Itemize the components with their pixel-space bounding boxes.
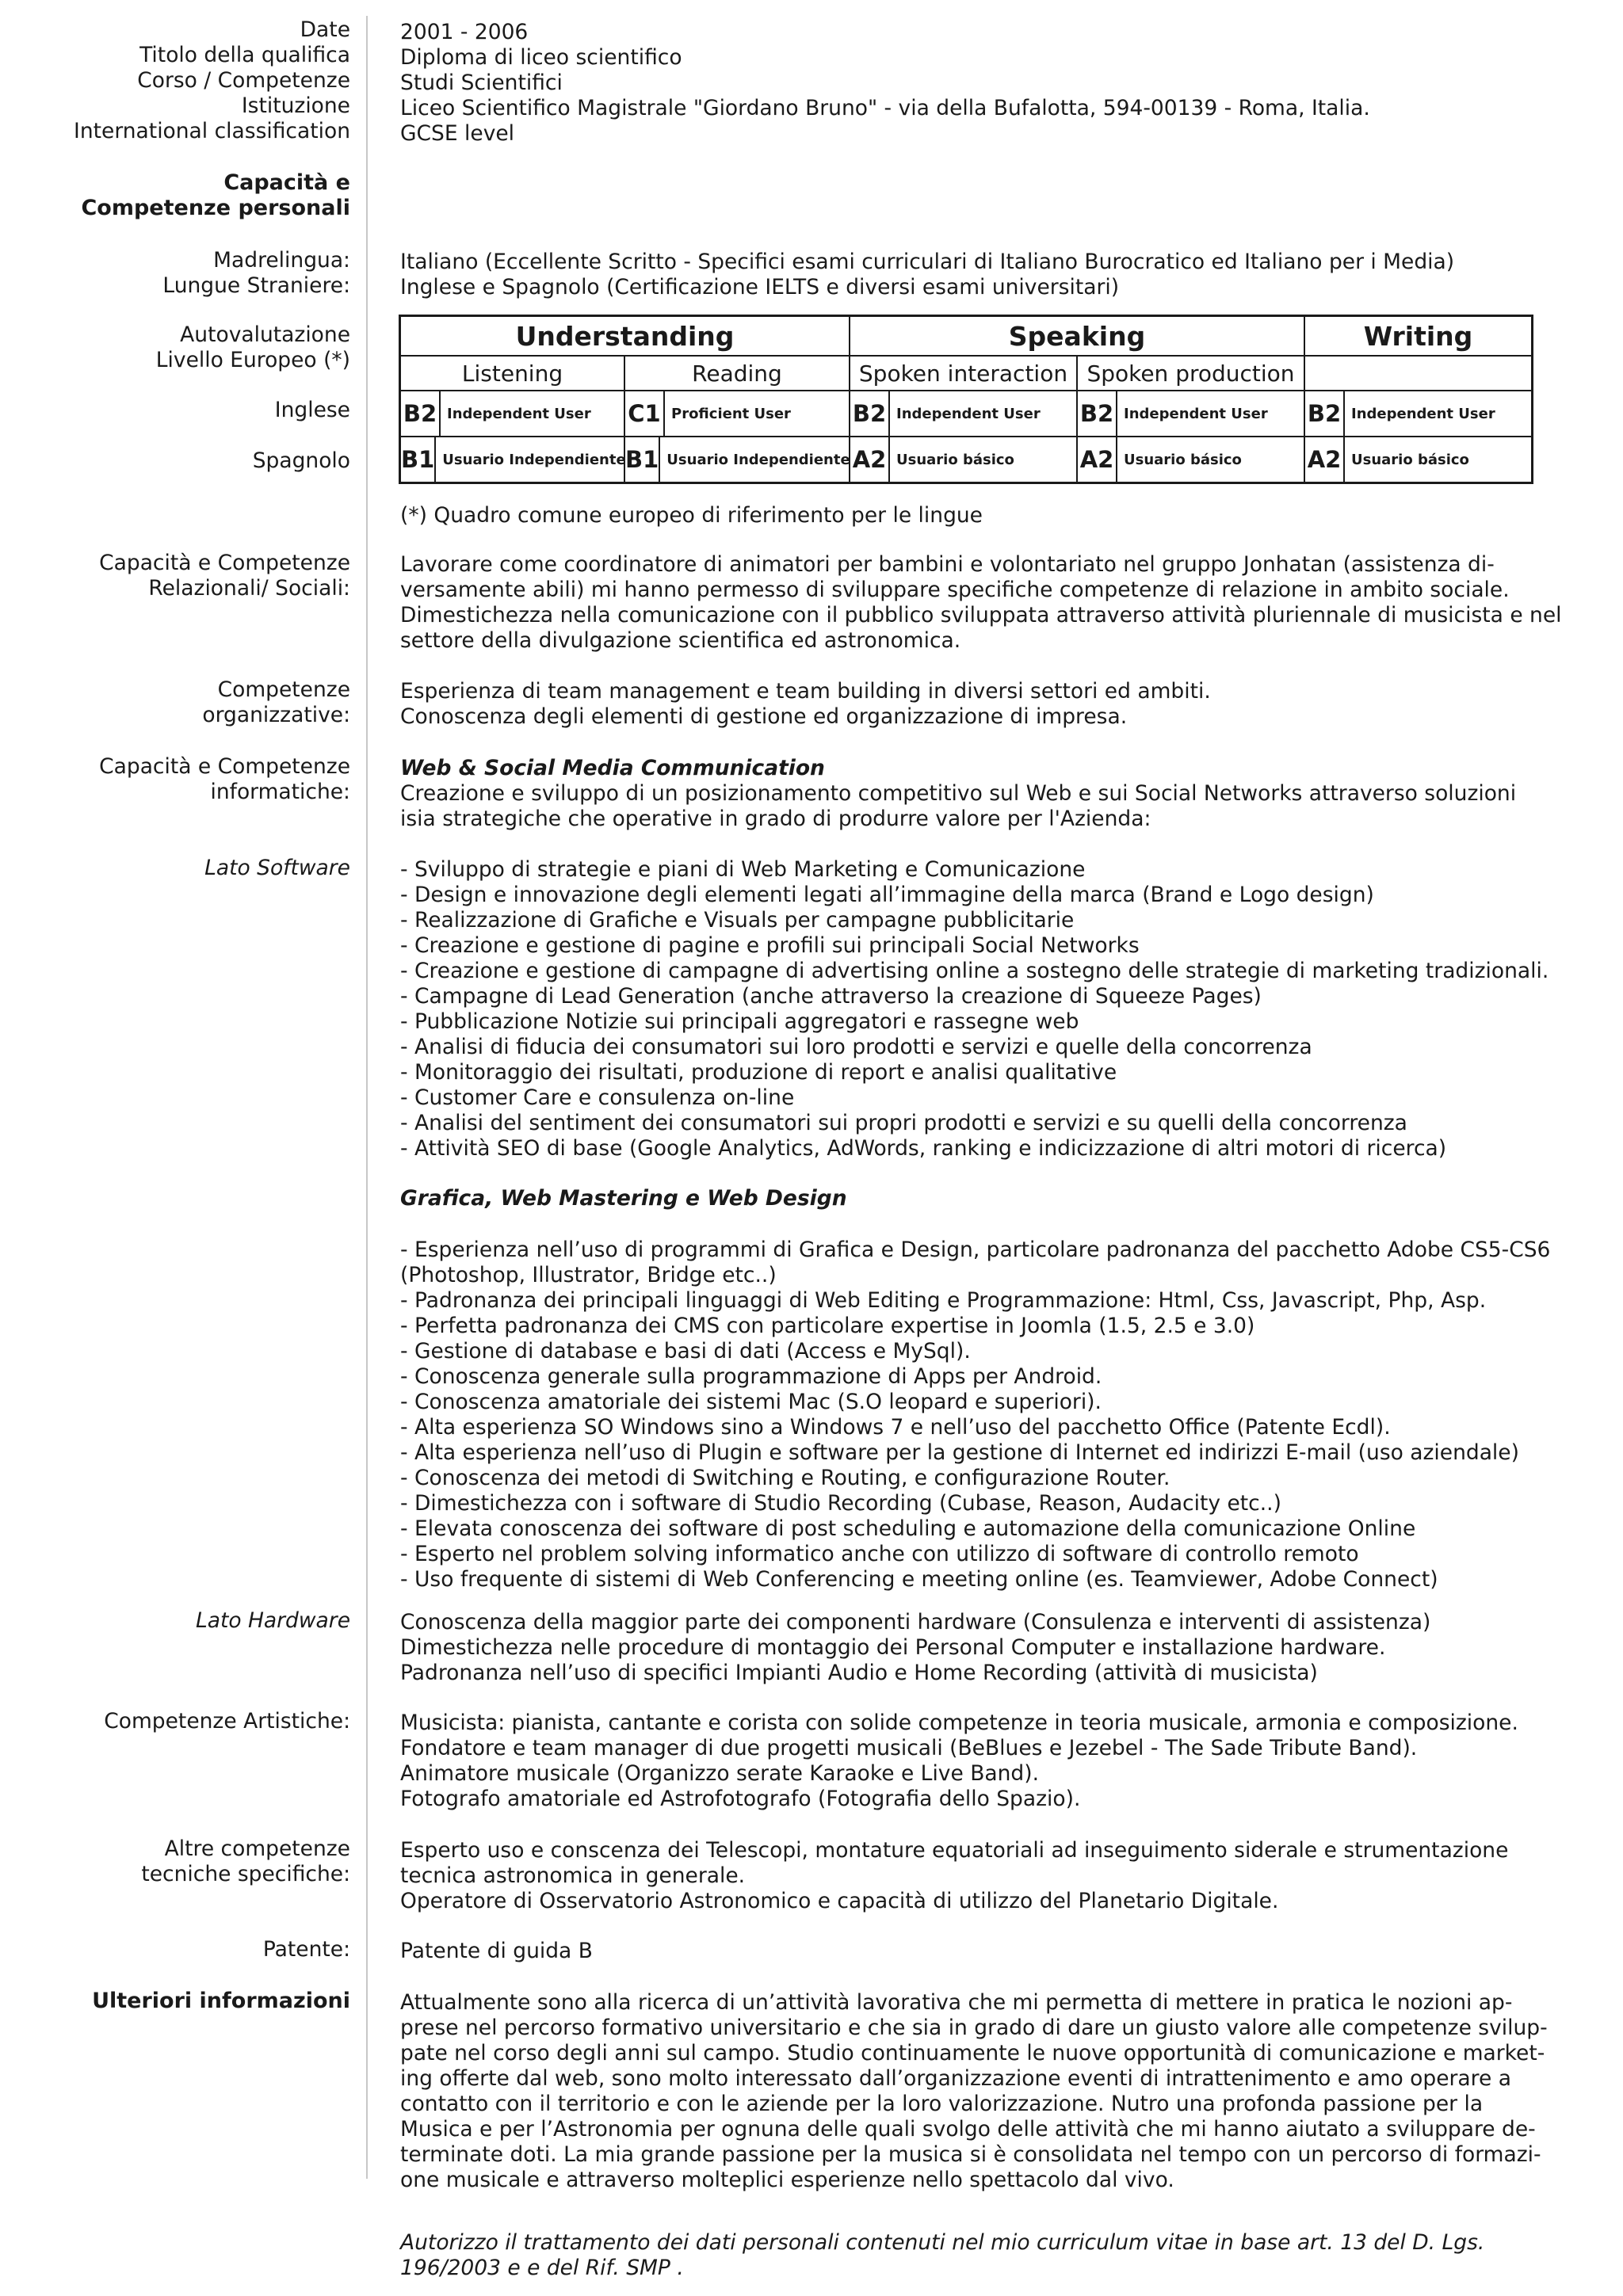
relational-labels	[10, 551, 350, 601]
text-line: Esperienza di team management e team building in diversi settori ed ambiti.	[400, 679, 1211, 704]
level-desc: Usuario básico	[1124, 451, 1242, 468]
label-artistic: Competenze Artistiche:	[104, 1709, 350, 1733]
header-understanding: Understanding	[401, 317, 850, 357]
list-item: - Alta esperienza nell’uso di Plugin e software per la gestione di Internet ed indirizzi E-mail (uso aziendale)	[400, 1440, 1519, 1465]
text-line: Musicista: pianista, cantante e corista con solide competenze in teoria musicale, armonia e composizione.	[400, 1711, 1518, 1735]
list-item: - Campagne di Lead Generation (anche attraverso la creazione di Squeeze Pages)	[400, 984, 1262, 1009]
text-line: settore della divulgazione scientifica ed astronomica.	[400, 628, 961, 653]
text-line: Creazione e sviluppo di un posizionamento competitivo sul Web e sui Social Networks attraverso soluzioni	[400, 781, 1517, 806]
list-item: - Attività SEO di base (Google Analytics, AdWords, ranking e indicizzazione di altri motori di ricerca)	[400, 1136, 1447, 1161]
skills-heading-line: Competenze personali	[81, 196, 350, 220]
value-qualification: Diploma di liceo scientifico	[400, 45, 682, 70]
language-table	[399, 315, 1533, 484]
list-item: - Realizzazione di Grafiche e Visuals per campagne pubblicitarie	[400, 908, 1075, 933]
artistic-text	[400, 1711, 1581, 1812]
languages-labels	[10, 248, 350, 299]
privacy-consent	[400, 2230, 1581, 2281]
level-badge: C1	[625, 391, 665, 436]
hardware-text	[400, 1610, 1581, 1686]
label-self-assessment: Autovalutazione	[180, 322, 350, 347]
value-date: 2001 - 2006	[400, 20, 529, 44]
skills-heading	[10, 170, 350, 221]
label-it-skills: Capacità e Competenze	[99, 754, 350, 779]
list-item: - Gestione di database e basi di dati (Access e MySql).	[400, 1339, 971, 1363]
organizational-text	[400, 679, 1581, 730]
subheader-spoken-production: Spoken production	[1078, 357, 1305, 391]
license-text	[400, 1939, 1581, 1964]
further-text	[400, 1990, 1581, 2193]
label-license: Patente:	[262, 1937, 350, 1962]
cell-es-spoken-production	[1078, 437, 1305, 482]
value-classification: GCSE level	[400, 121, 515, 146]
list-item: - Conoscenza generale sulla programmazione di Apps per Android.	[400, 1364, 1102, 1389]
list-item: - Monitoraggio dei risultati, produzione di report e analisi qualitative	[400, 1060, 1117, 1085]
cell-en-writing	[1305, 391, 1531, 437]
cell-en-listening	[401, 391, 625, 437]
list-item: - Conoscenza amatoriale dei sistemi Mac (S.O leopard e superiori).	[400, 1390, 1102, 1414]
text-line: Autorizzo il trattamento dei dati personali contenuti nel mio curriculum vitae in base art. 13 del D. Lgs.	[400, 2230, 1485, 2255]
label-it-skills: informatiche:	[210, 780, 350, 804]
list-item: - Elevata conoscenza dei software di post scheduling e automazione della comunicazione Online	[400, 1516, 1416, 1541]
label-software: Lato Software	[204, 856, 350, 880]
level-badge: A2	[1078, 437, 1117, 482]
header-speaking: Speaking	[850, 317, 1305, 357]
text-line: Operatore di Osservatorio Astronomico e capacità di utilizzo del Planetario Digitale.	[400, 1889, 1279, 1913]
row-label-english: Inglese	[274, 398, 350, 422]
level-desc: Usuario Independiente	[666, 451, 850, 468]
organizational-labels	[10, 677, 350, 728]
label-institution: Istituzione	[241, 93, 350, 118]
label-relational: Capacità e Competenze	[99, 551, 350, 575]
value-mother-tongue: Italiano (Eccellente Scritto - Specifici esami curriculari di Italiano Burocratico ed Italiano per i Media)	[400, 250, 1455, 274]
level-desc: Independent User	[1124, 405, 1268, 422]
level-badge: B2	[1305, 391, 1345, 436]
cefr-note-text: (*) Quadro comune europeo di riferimento per le lingue	[400, 503, 983, 528]
column-divider	[366, 16, 368, 2179]
cell-es-listening	[401, 437, 625, 482]
languages-values	[400, 250, 1581, 300]
list-item: - Analisi del sentiment dei consumatori sui propri prodotti e servizi e su quelli della concorrenza	[400, 1111, 1407, 1135]
text-line: 196/2003 e e del Rif. SMP .	[400, 2256, 684, 2280]
text-line: one musicale e attraverso molteplici esperienze nello spettacolo dal vivo.	[400, 2168, 1174, 2192]
label-qualification: Titolo della qualifica	[139, 43, 350, 67]
relational-text	[400, 552, 1581, 654]
label-course: Corso / Competenze	[137, 68, 350, 93]
text-line: Fotografo amatoriale ed Astrofotografo (Fotografia dello Spazio).	[400, 1787, 1081, 1811]
level-desc: Usuario Independiente	[442, 451, 626, 468]
level-badge: B1	[401, 437, 436, 482]
education-labels	[10, 17, 350, 144]
label-organizational: organizzative:	[202, 703, 350, 727]
label-european-level: Livello Europeo (*)	[155, 348, 350, 372]
text-line: Conoscenza della maggior parte dei componenti hardware (Consulenza e interventi di assistenza)	[400, 1610, 1431, 1634]
list-item: - Perfetta padronanza dei CMS con particolare expertise in Joomla (1.5, 2.5 e 3.0)	[400, 1314, 1255, 1338]
list-item: - Creazione e gestione di campagne di advertising online a sostegno delle strategie di marketing tradizionali.	[400, 959, 1549, 983]
it-skills-labels	[10, 754, 350, 805]
list-item: - Conoscenza dei metodi di Switching e Routing, e configurazione Router.	[400, 1466, 1170, 1490]
technical-labels	[10, 1836, 350, 1887]
value-course: Studi Scientifici	[400, 71, 563, 95]
level-badge: B1	[625, 437, 660, 482]
skills-heading-line: Capacità e	[223, 170, 350, 195]
level-badge: A2	[850, 437, 890, 482]
cell-es-spoken-interaction	[850, 437, 1078, 482]
cefr-note	[400, 503, 1581, 528]
list-item: - Sviluppo di strategie e piani di Web Marketing e Comunicazione	[400, 857, 1086, 882]
subheader-spoken-interaction: Spoken interaction	[850, 357, 1078, 391]
level-badge: B2	[401, 391, 441, 436]
cell-es-reading	[625, 437, 850, 482]
section-subheading: Grafica, Web Mastering e Web Design	[400, 1186, 847, 1211]
subheader-listening: Listening	[401, 357, 625, 391]
graphics-list	[400, 1238, 1581, 1592]
technical-text	[400, 1838, 1581, 1914]
list-item: - Uso frequente di sistemi di Web Conferencing e meeting online (es. Teamviewer, Adobe Connect)	[400, 1567, 1438, 1592]
it-skills-text	[400, 756, 1581, 832]
text-line: Dimestichezza nelle procedure di montaggio dei Personal Computer e installazione hardware.	[400, 1635, 1386, 1660]
label-technical: Altre competenze	[164, 1836, 350, 1861]
text-line: terminate doti. La mia grande passione per la musica si è consolidata nel tempo con un percorso di formazi-	[400, 2142, 1541, 2167]
list-item: - Esperienza nell’uso di programmi di Grafica e Design, particolare padronanza del pacchetto Adobe CS5-CS6	[400, 1238, 1551, 1262]
cell-en-spoken-interaction	[850, 391, 1078, 437]
level-badge: B2	[850, 391, 890, 436]
text-line: Animatore musicale (Organizzo serate Karaoke e Live Band).	[400, 1761, 1040, 1786]
education-values	[400, 20, 1581, 147]
level-desc: Independent User	[896, 405, 1041, 422]
text-line: contatto con il territorio e con le aziende per la loro valorizzazione. Nutro una profonda passione per la	[400, 2092, 1484, 2116]
section-subheading: Web & Social Media Communication	[400, 756, 825, 780]
label-relational: Relazionali/ Sociali:	[148, 576, 350, 601]
label-date: Date	[300, 17, 350, 42]
text-line: ing offerte dal web, sono molto interessato dall’organizzazione eventi di intrattenimento e amo operare a	[400, 2066, 1511, 2091]
label-hardware: Lato Hardware	[195, 1608, 350, 1633]
text-line: prese nel percorso formativo universitario e che sia in grado di dare un giusto valore alle competenze svilup-	[400, 2016, 1548, 2040]
list-item: - Pubblicazione Notizie sui principali aggregatori e rassegne web	[400, 1009, 1079, 1034]
level-badge: B2	[1078, 391, 1117, 436]
list-item: - Dimestichezza con i software di Studio Recording (Cubase, Reason, Audacity etc..)	[400, 1491, 1281, 1516]
text-line: Dimestichezza nella comunicazione con il pubblico sviluppata attraverso attività pluriennale di musicista e nel	[400, 603, 1562, 627]
list-item: - Customer Care e consulenza on-line	[400, 1085, 795, 1110]
label-technical: tecniche specifiche:	[141, 1862, 350, 1886]
text-line: Esperto uso e conscenza dei Telescopi, montature equatoriali ad inseguimento siderale e strumentazione	[400, 1838, 1509, 1863]
text-line: Musica e per l’Astronomia per ognuna delle quali svolgo delle attività che mi hanno aiutato a sviluppare de-	[400, 2117, 1536, 2142]
label-further-info: Ulteriori informazioni	[92, 1989, 350, 2013]
cell-es-writing	[1305, 437, 1531, 482]
label-foreign-languages: Lungue Straniere:	[162, 273, 350, 298]
header-writing: Writing	[1305, 317, 1531, 357]
license-value: Patente di guida B	[400, 1939, 593, 1963]
list-item: - Analisi di fiducia dei consumatori sui loro prodotti e servizi e quelle della concorrenza	[400, 1035, 1312, 1059]
text-line: versamente abili) mi hanno permesso di sviluppare specifiche competenze di relazione in ambito sociale.	[400, 578, 1510, 602]
text-line: isia strategiche che operative in grado di produrre valore per l'Azienda:	[400, 807, 1151, 831]
list-item: - Alta esperienza SO Windows sino a Windows 7 e nell’uso del pacchetto Office (Patente Ecdl).	[400, 1415, 1391, 1440]
level-desc: Independent User	[447, 405, 591, 422]
self-assessment-labels	[10, 322, 350, 373]
text-line: Lavorare come coordinatore di animatori per bambini e volontariato nel gruppo Jonhatan (assistenza di-	[400, 552, 1495, 577]
subheader-reading: Reading	[625, 357, 850, 391]
label-mother-tongue: Madrelingua:	[213, 248, 350, 273]
label-organizational: Competenze	[217, 677, 350, 702]
text-line: pate nel corso degli anni sul campo. Studio continuamente le nuove opportunità di comunicazione e market-	[400, 2041, 1545, 2065]
cell-en-spoken-production	[1078, 391, 1305, 437]
level-desc: Proficient User	[671, 405, 791, 422]
cell-en-reading	[625, 391, 850, 437]
text-line: Fondatore e team manager di due progetti musicali (BeBlues e Jezebel - The Sade Tribute Band).	[400, 1736, 1418, 1760]
graphics-heading-block	[400, 1186, 1581, 1211]
label-classification: International classification	[74, 119, 350, 143]
level-desc: Usuario básico	[896, 451, 1014, 468]
list-item: (Photoshop, Illustrator, Bridge etc..)	[400, 1263, 777, 1287]
list-item: - Padronanza dei principali linguaggi di Web Editing e Programmazione: Html, Css, Javascript, Php, Asp.	[400, 1288, 1487, 1313]
software-list	[400, 857, 1581, 1161]
level-desc: Usuario básico	[1351, 451, 1469, 468]
row-label-spanish: Spagnolo	[252, 448, 350, 473]
list-item: - Esperto nel problem solving informatico anche con utilizzo di software di controllo remoto	[400, 1542, 1359, 1566]
value-foreign-languages: Inglese e Spagnolo (Certificazione IELTS e diversi esami universitari)	[400, 275, 1120, 299]
text-line: Conoscenza degli elementi di gestione ed organizzazione di impresa.	[400, 704, 1128, 729]
subheader-writing-empty	[1305, 357, 1531, 391]
value-institution: Liceo Scientifico Magistrale "Giordano Bruno" - via della Bufalotta, 594-00139 - Roma, Italia.	[400, 96, 1370, 120]
level-badge: A2	[1305, 437, 1345, 482]
text-line: tecnica astronomica in generale.	[400, 1863, 746, 1888]
list-item: - Design e innovazione degli elementi legati all’immagine della marca (Brand e Logo design)	[400, 883, 1374, 907]
list-item: - Creazione e gestione di pagine e profili sui principali Social Networks	[400, 933, 1140, 958]
level-desc: Independent User	[1351, 405, 1495, 422]
text-line: Padronanza nell’uso di specifici Impianti Audio e Home Recording (attività di musicista)	[400, 1661, 1318, 1685]
text-line: Attualmente sono alla ricerca di un’attività lavorativa che mi permetta di mettere in pratica le nozioni ap-	[400, 1990, 1513, 2015]
